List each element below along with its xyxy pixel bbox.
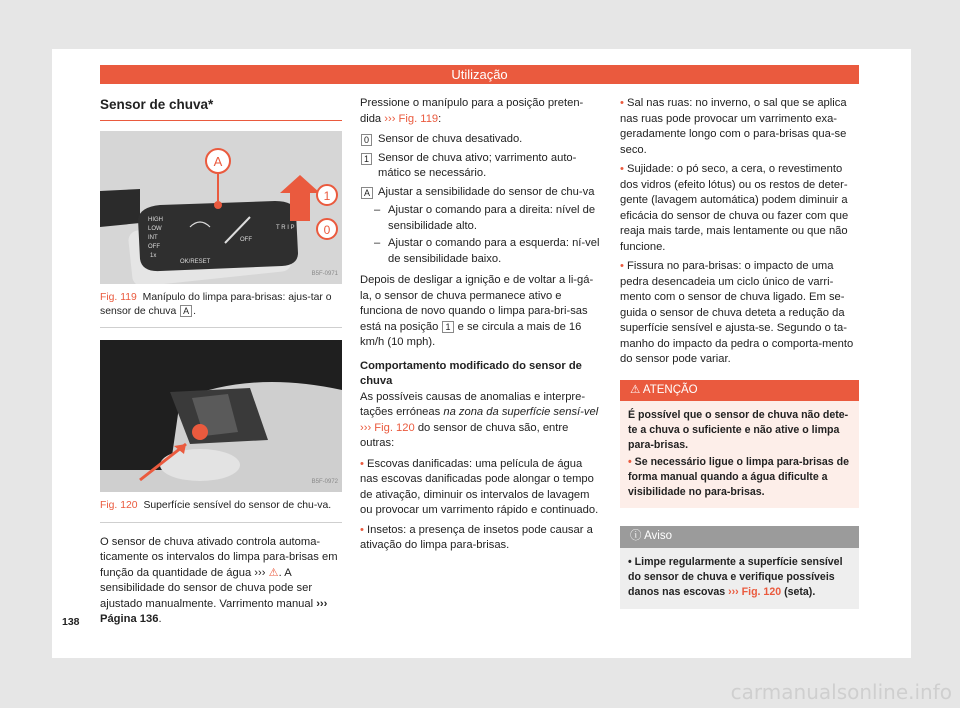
label-ok-reset: OK/RESET — [180, 259, 211, 265]
figure-link[interactable]: ››› Fig. 119 — [384, 112, 439, 125]
label-high: HIGH — [148, 217, 163, 223]
note-header: ⓘ Aviso — [620, 526, 859, 548]
column-2 — [360, 96, 602, 558]
figure-number: Fig. 119 — [100, 292, 137, 303]
page-number: 138 — [62, 616, 80, 628]
label-trip: T R I P — [276, 225, 295, 231]
list-item: 0 Sensor de chuva desativado. — [360, 132, 602, 148]
wiper-stalk-illustration — [100, 131, 342, 284]
label-0: 0 — [323, 223, 331, 237]
figure-120 — [100, 340, 342, 492]
warning-icon: ⚠ — [268, 566, 279, 579]
bullet-item: • Insetos: a presença de insetos pode causar a ativação do limpa para-brisas. — [360, 523, 593, 551]
section-title: Sensor de chuva* — [100, 96, 342, 121]
bullet-item: • Fissura no para-brisas: o impacto de uma pedra desencadeia um ciclo único de varri-mento com o sensor de chuva ligado. Em se-guida o sensor de chuva deteta a redução da superfície sensível e ajusta-se. Segundo o ta-manho do impacto da pedra o comporta-mento do sensor pode variar. — [620, 260, 854, 365]
paragraph: Depois de desligar a ignição e de voltar a li-gá-la, o sensor de chuva permanece ativo e funciona de novo quando o limpa para-bri-sas está na posição 1 e se circula a mais de 16 km/h (10 mph). — [360, 274, 594, 348]
column-1 — [100, 96, 342, 633]
paragraph: O sensor de chuva ativado controla automa-ticamente os intervalos do limpa para-brisas em função da quantidade de água ››› ⚠. A sensibilidade do sensor de chuva pode ser ajustado manualmente. Varrimento manual ››› Página 136. — [100, 535, 338, 625]
bullet-item: • Sal nas ruas: no inverno, o sal que se aplica nas ruas pode provocar um varrimento exa-geradamente longo com o para-brisas qua-se seco. — [620, 97, 847, 156]
figure-link[interactable]: ››› Fig. 120 — [360, 421, 415, 434]
warning-header: ⚠ ATENÇÃO — [620, 380, 859, 402]
subheading: Comportamento modificado do sensor de chuva — [360, 359, 582, 387]
watermark: carmanualsonline.info — [730, 680, 952, 704]
windscreen-sensor-illustration — [100, 340, 342, 492]
label-off: OFF — [148, 244, 160, 250]
key-a: A — [180, 305, 192, 317]
warning-box — [620, 380, 859, 509]
intro: Pressione o manípulo para a posição preten-dida ››› Fig. 119: — [360, 97, 584, 125]
caption-text: Superfície sensível do sensor de chu-va. — [143, 500, 332, 511]
label-1x: 1x — [150, 253, 157, 259]
note-box — [620, 526, 859, 609]
info-icon: ⓘ — [630, 530, 642, 542]
warning-icon: ⚠ — [630, 383, 641, 396]
figure-code: B5F-0971 — [311, 270, 338, 277]
label-a: A — [213, 154, 223, 169]
list-item: 1 Sensor de chuva ativo; varrimento auto-mático se necessário. — [360, 151, 602, 182]
figure-119-caption: Fig. 119 Manípulo do limpa para-brisas: ajus-tar o sensor de chuva A . — [100, 291, 342, 328]
figure-code: B5F-0972 — [311, 478, 338, 485]
list-item: A Ajustar a sensibilidade do sensor de chu-va — [360, 185, 602, 201]
sub-item: – Ajustar o comando para a direita: nível de sensibilidade alto. — [360, 203, 602, 234]
figure-number: Fig. 120 — [100, 500, 138, 511]
paragraph: As possíveis causas de anomalias e interpre-tações erróneas na zona da superfície sensí-vel ››› Fig. 120 do sensor de chuva são, entre outras: — [360, 390, 599, 449]
figure-link[interactable]: ››› Fig. 120 — [728, 585, 782, 598]
label-low: LOW — [148, 226, 162, 232]
bullet-item: • Escovas danificadas: uma película de água nas escovas danificadas pode alongar o tempo de ativação, diminuir os intervalos de lavagem ou provocar um varrimento rápido e continuado. — [360, 457, 599, 516]
caption-text: Manípulo do limpa para-brisas: ajus-tar o sensor de chuva — [100, 292, 332, 317]
label-int: INT — [148, 235, 158, 241]
section-header: Utilização — [100, 65, 859, 84]
figure-119 — [100, 131, 342, 284]
label-off-2: OFF — [240, 237, 252, 243]
column-3 — [620, 96, 859, 609]
note-body: • Limpe regularmente a superfície sensível do sensor de chuva e verifique possíveis danos nas escovas ››› Fig. 120 (seta). — [628, 555, 843, 598]
bullet-item: • Sujidade: o pó seco, a cera, o revestimento dos vidros (efeito lótus) ou os restos de deter-gente (lavagem automática) podem diminuir a eficácia do sensor de chuva ou fazer com que reaja mais tarde, mais lentamente ou que não funcione. — [620, 163, 849, 253]
sub-item: – Ajustar o comando para a esquerda: ní-vel de sensibilidade baixo. — [360, 236, 602, 267]
label-1: 1 — [323, 189, 331, 203]
warning-body: É possível que o sensor de chuva não dete-te a chuva o suficiente e não ative o limpa para-brisas. • Se necessário ligue o limpa para-brisas de forma manual quando a água dificulte a visibilidade no para-brisas. — [628, 409, 849, 498]
page-link[interactable]: ››› Página 136 — [100, 597, 328, 625]
figure-120-caption — [100, 499, 342, 523]
